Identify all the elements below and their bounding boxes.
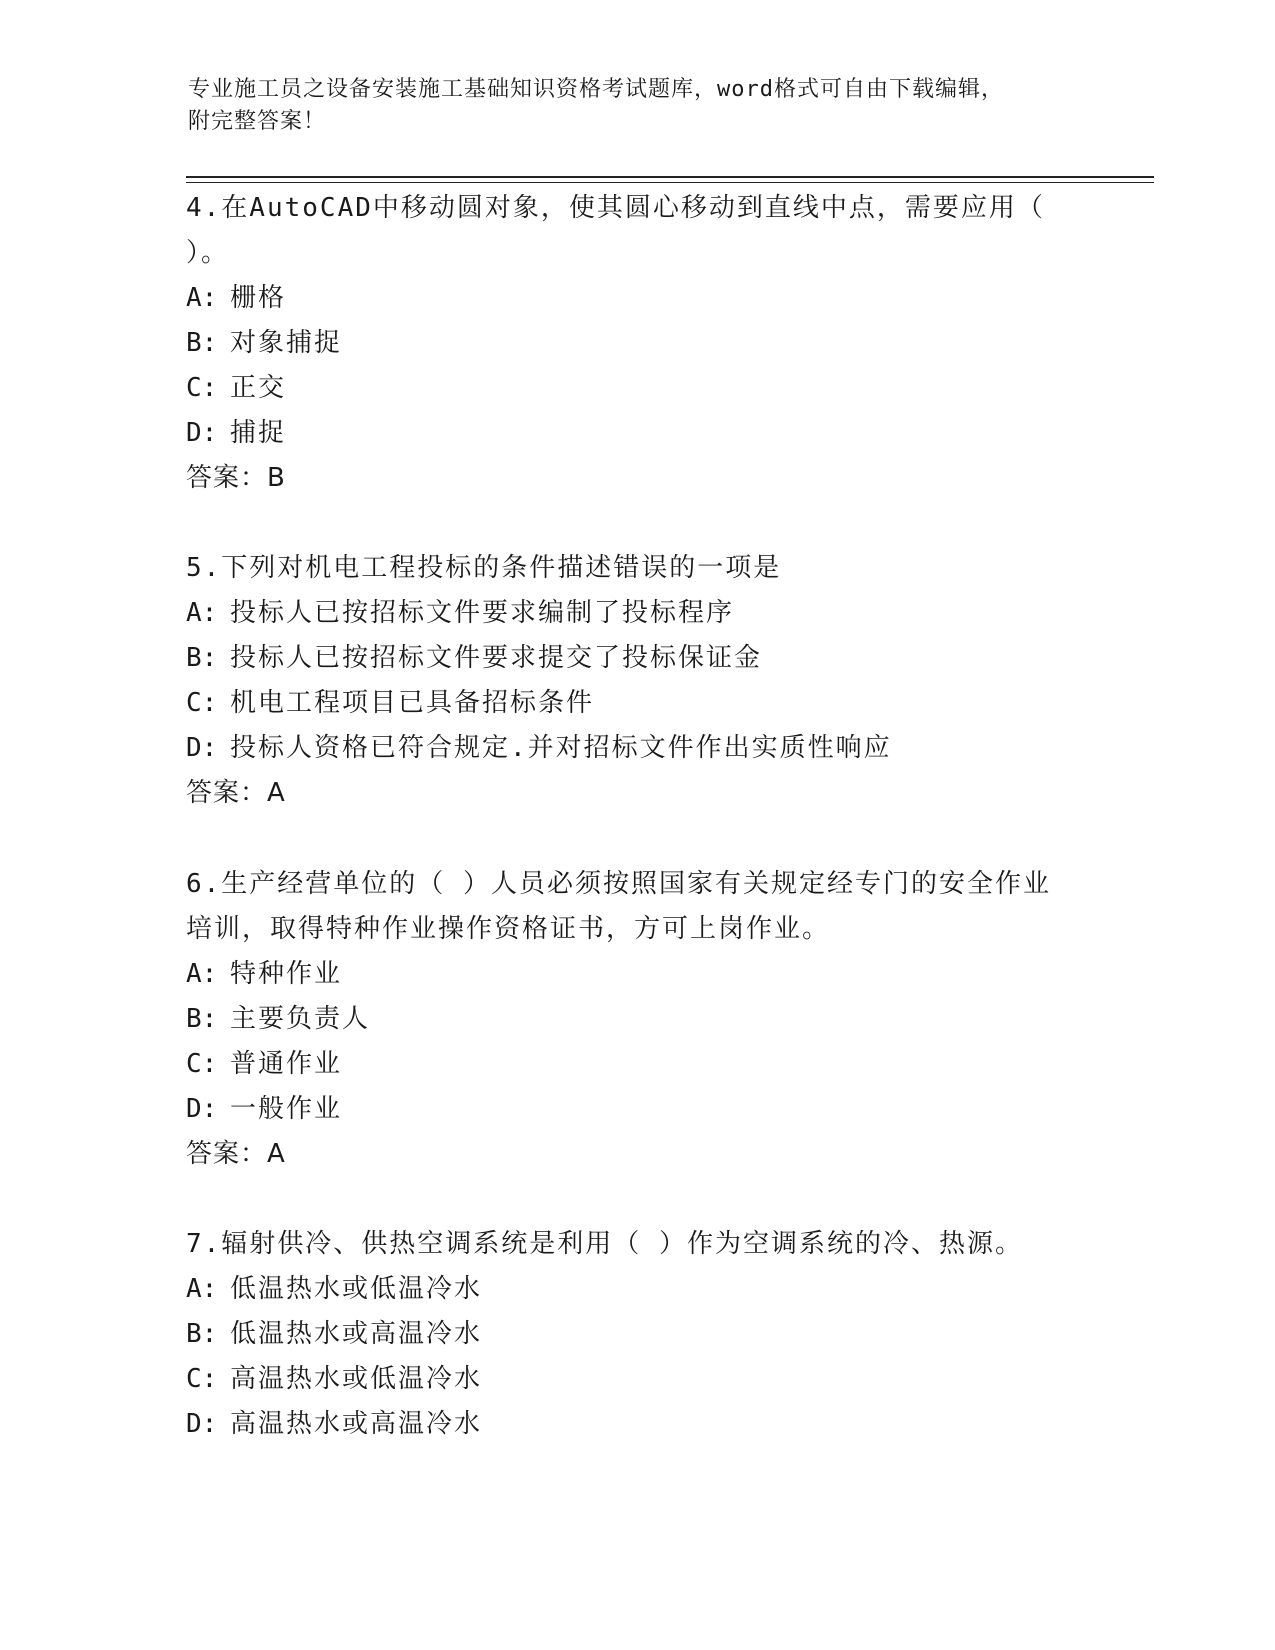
question-7 <box>186 1222 1086 1447</box>
option-text: 投标人已按招标文件要求编制了投标程序 <box>230 598 735 628</box>
question-text-line: ）。 <box>186 238 230 268</box>
question-6 <box>186 862 1086 1177</box>
option-key: C: <box>186 1364 218 1394</box>
option-a <box>186 276 1086 321</box>
option-text: 对象捕捉 <box>230 328 343 358</box>
option-d <box>186 1087 1086 1132</box>
answer-line: 答案：A <box>186 778 286 808</box>
question-5 <box>186 546 1086 816</box>
question-text-line: 7.辐射供冷、供热空调系统是利用（ ）作为空调系统的冷、热源。 <box>186 1229 1023 1259</box>
answer-line: 答案：A <box>186 1139 286 1169</box>
option-b <box>186 1312 1086 1357</box>
option-text: 一般作业 <box>230 1094 343 1124</box>
option-key: D: <box>186 1094 218 1124</box>
option-c <box>186 681 1086 726</box>
option-d <box>186 726 1086 771</box>
option-b <box>186 997 1086 1042</box>
question-text-line: 培训，取得特种作业操作资格证书，方可上岗作业。 <box>186 914 831 944</box>
header-line-1: 专业施工员之设备安装施工基础知识资格考试题库，word格式可自由下载编辑， <box>188 77 1004 102</box>
header-line-2: 附完整答案！ <box>188 109 327 134</box>
option-key: B: <box>186 1319 218 1349</box>
option-key: B: <box>186 328 218 358</box>
option-b <box>186 321 1086 366</box>
option-a <box>186 952 1086 997</box>
option-key: D: <box>186 1409 218 1439</box>
option-text: 投标人已按招标文件要求提交了投标保证金 <box>230 643 763 673</box>
option-text: 投标人资格已符合规定.并对招标文件作出实质性响应 <box>230 733 892 763</box>
option-key: A: <box>186 959 218 989</box>
question-text-line: 6.生产经营单位的（ ）人员必须按照国家有关规定经专门的安全作业 <box>186 869 1051 899</box>
header-divider-thin <box>186 182 1154 183</box>
option-text: 主要负责人 <box>230 1004 371 1034</box>
option-c <box>186 366 1086 411</box>
option-c <box>186 1042 1086 1087</box>
option-key: A: <box>186 1274 218 1304</box>
header-divider-thick <box>186 176 1154 178</box>
option-d <box>186 1402 1086 1447</box>
option-text: 捕捉 <box>230 418 287 448</box>
option-key: D: <box>186 733 218 763</box>
option-key: C: <box>186 688 218 718</box>
question-4 <box>186 186 1086 501</box>
document-header <box>188 74 1068 138</box>
option-a <box>186 591 1086 636</box>
option-text: 高温热水或低温冷水 <box>230 1364 483 1394</box>
question-text-line: 4.在AutoCAD中移动圆对象，使其圆心移动到直线中点，需要应用（ <box>186 193 1045 223</box>
option-a <box>186 1267 1086 1312</box>
option-d <box>186 411 1086 456</box>
option-key: B: <box>186 1004 218 1034</box>
option-key: D: <box>186 418 218 448</box>
option-key: C: <box>186 1049 218 1079</box>
option-text: 普通作业 <box>230 1049 343 1079</box>
option-b <box>186 636 1086 681</box>
option-text: 特种作业 <box>230 959 343 989</box>
option-text: 栅格 <box>230 283 287 313</box>
option-c <box>186 1357 1086 1402</box>
option-key: B: <box>186 643 218 673</box>
option-key: A: <box>186 598 218 628</box>
option-key: C: <box>186 373 218 403</box>
answer-line: 答案：B <box>186 463 286 493</box>
option-text: 机电工程项目已具备招标条件 <box>230 688 595 718</box>
option-key: A: <box>186 283 218 313</box>
option-text: 低温热水或低温冷水 <box>230 1274 483 1304</box>
option-text: 低温热水或高温冷水 <box>230 1319 483 1349</box>
question-text-line: 5.下列对机电工程投标的条件描述错误的一项是 <box>186 553 782 583</box>
option-text: 正交 <box>230 373 287 403</box>
option-text: 高温热水或高温冷水 <box>230 1409 483 1439</box>
